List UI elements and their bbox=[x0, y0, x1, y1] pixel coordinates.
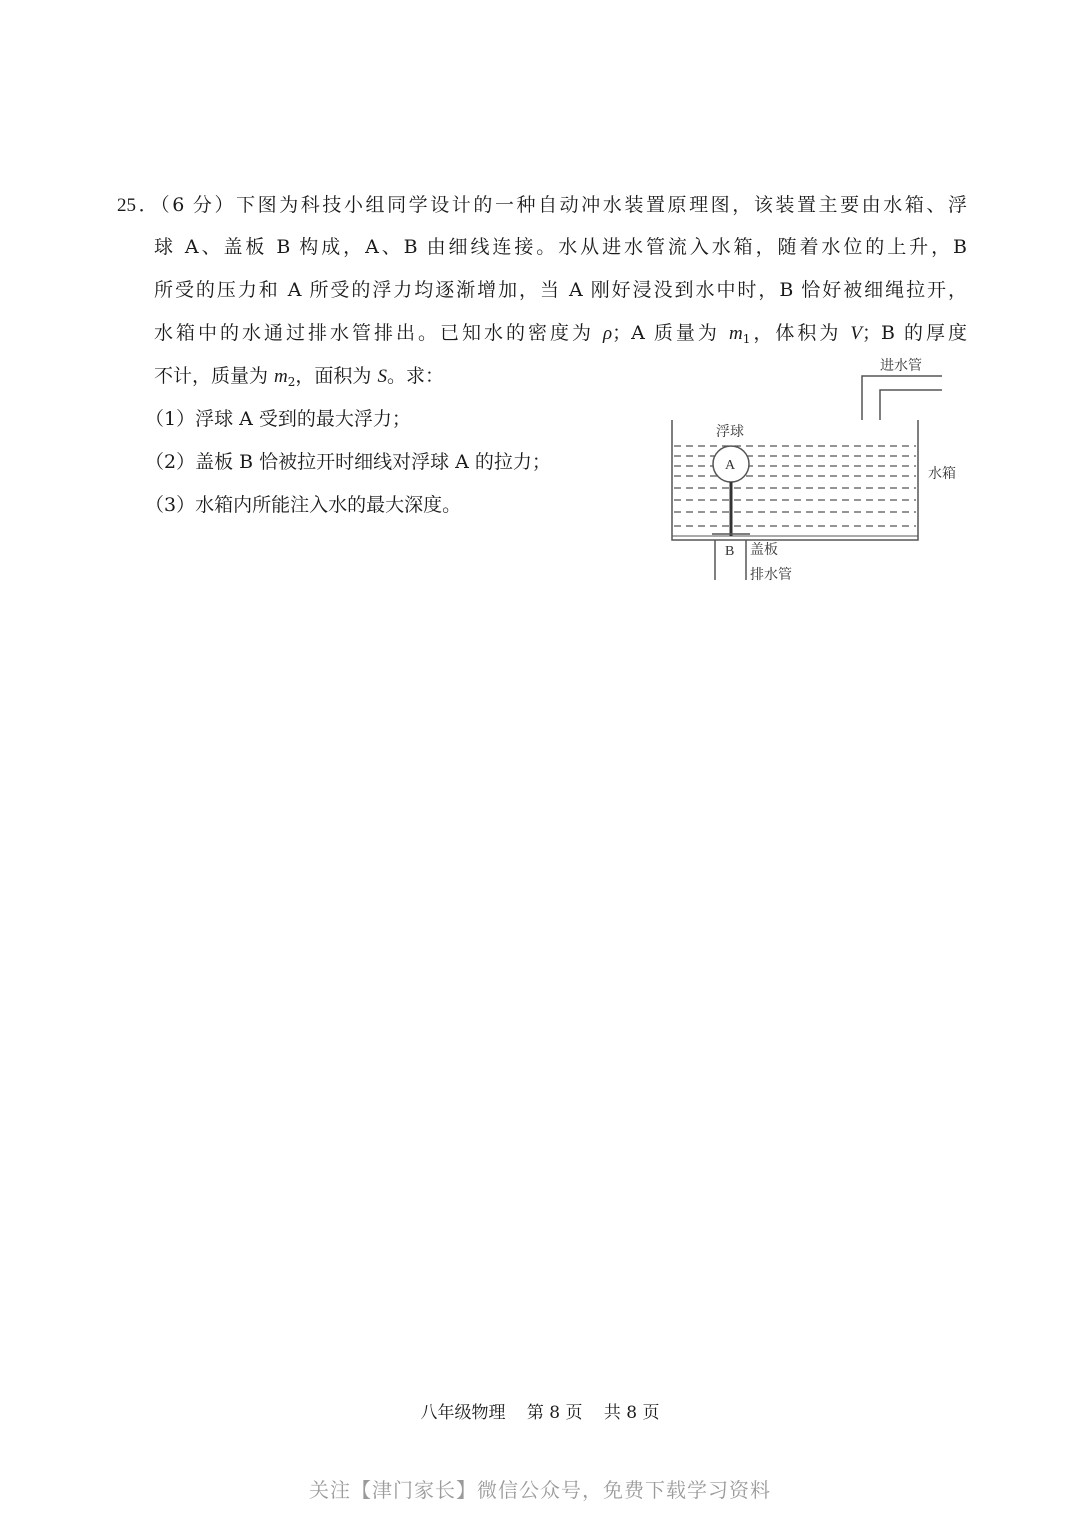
plate-label: 盖板 bbox=[750, 542, 778, 558]
float-label: 浮球 bbox=[716, 424, 744, 440]
stem-line-3: 所受的压力和 A 所受的浮力均逐渐增加，当 A 刚好浸没到水中时，B 恰好被细绳拉开， bbox=[154, 279, 967, 301]
stem-line-4: 水箱中的水通过排水管排出。已知水的密度为 ρ；A 质量为 $m_1$，体积为 V；B 的厚度 bbox=[154, 322, 967, 346]
question-points: （6 分） bbox=[160, 194, 237, 216]
plate-letter: B bbox=[725, 544, 735, 559]
stem-line-1: 25．（6 分）下图为科技小组同学设计的一种自动冲水装置原理图，该装置主要由水箱、浮 bbox=[117, 194, 967, 216]
stem-line-5: 不计，质量为 $m_2$，面积为 S。求： bbox=[154, 365, 444, 389]
watermark-text: 关注【津门家长】微信公众号，免费下载学习资料 bbox=[309, 1478, 771, 1502]
rho-symbol: ρ bbox=[603, 323, 613, 344]
tank bbox=[672, 420, 918, 540]
water-lines bbox=[674, 446, 916, 526]
footer-subject: 八年级物理 bbox=[420, 1403, 506, 1423]
tank-label: 水箱 bbox=[928, 466, 956, 482]
volume-symbol: V bbox=[850, 323, 862, 344]
question-number: 25． bbox=[117, 195, 161, 216]
footer-total: 共 8 页 bbox=[603, 1403, 660, 1423]
flush-device-diagram bbox=[660, 348, 970, 588]
inlet-label: 进水管 bbox=[880, 358, 922, 374]
sub-question-1: （1）浮球 A 受到的最大浮力； bbox=[145, 408, 411, 430]
inlet-pipe bbox=[862, 376, 942, 420]
sub-question-3: （3）水箱内所能注入水的最大深度。 bbox=[145, 494, 462, 516]
drain-label: 排水管 bbox=[750, 567, 792, 583]
sub-question-2: （2）盖板 B 恰被拉开时细线对浮球 A 的拉力； bbox=[145, 451, 551, 473]
stem-line-2: 球 A、盖板 B 构成，A、B 由细线连接。水从进水管流入水箱，随着水位的上升，B bbox=[154, 236, 967, 258]
footer-page: 第 8 页 bbox=[526, 1403, 583, 1423]
page-footer bbox=[0, 1398, 1080, 1423]
mass-symbol-1: m bbox=[728, 323, 743, 344]
mass-symbol-2: m bbox=[274, 366, 288, 387]
area-symbol: S bbox=[377, 366, 387, 387]
float-letter: A bbox=[725, 458, 736, 473]
